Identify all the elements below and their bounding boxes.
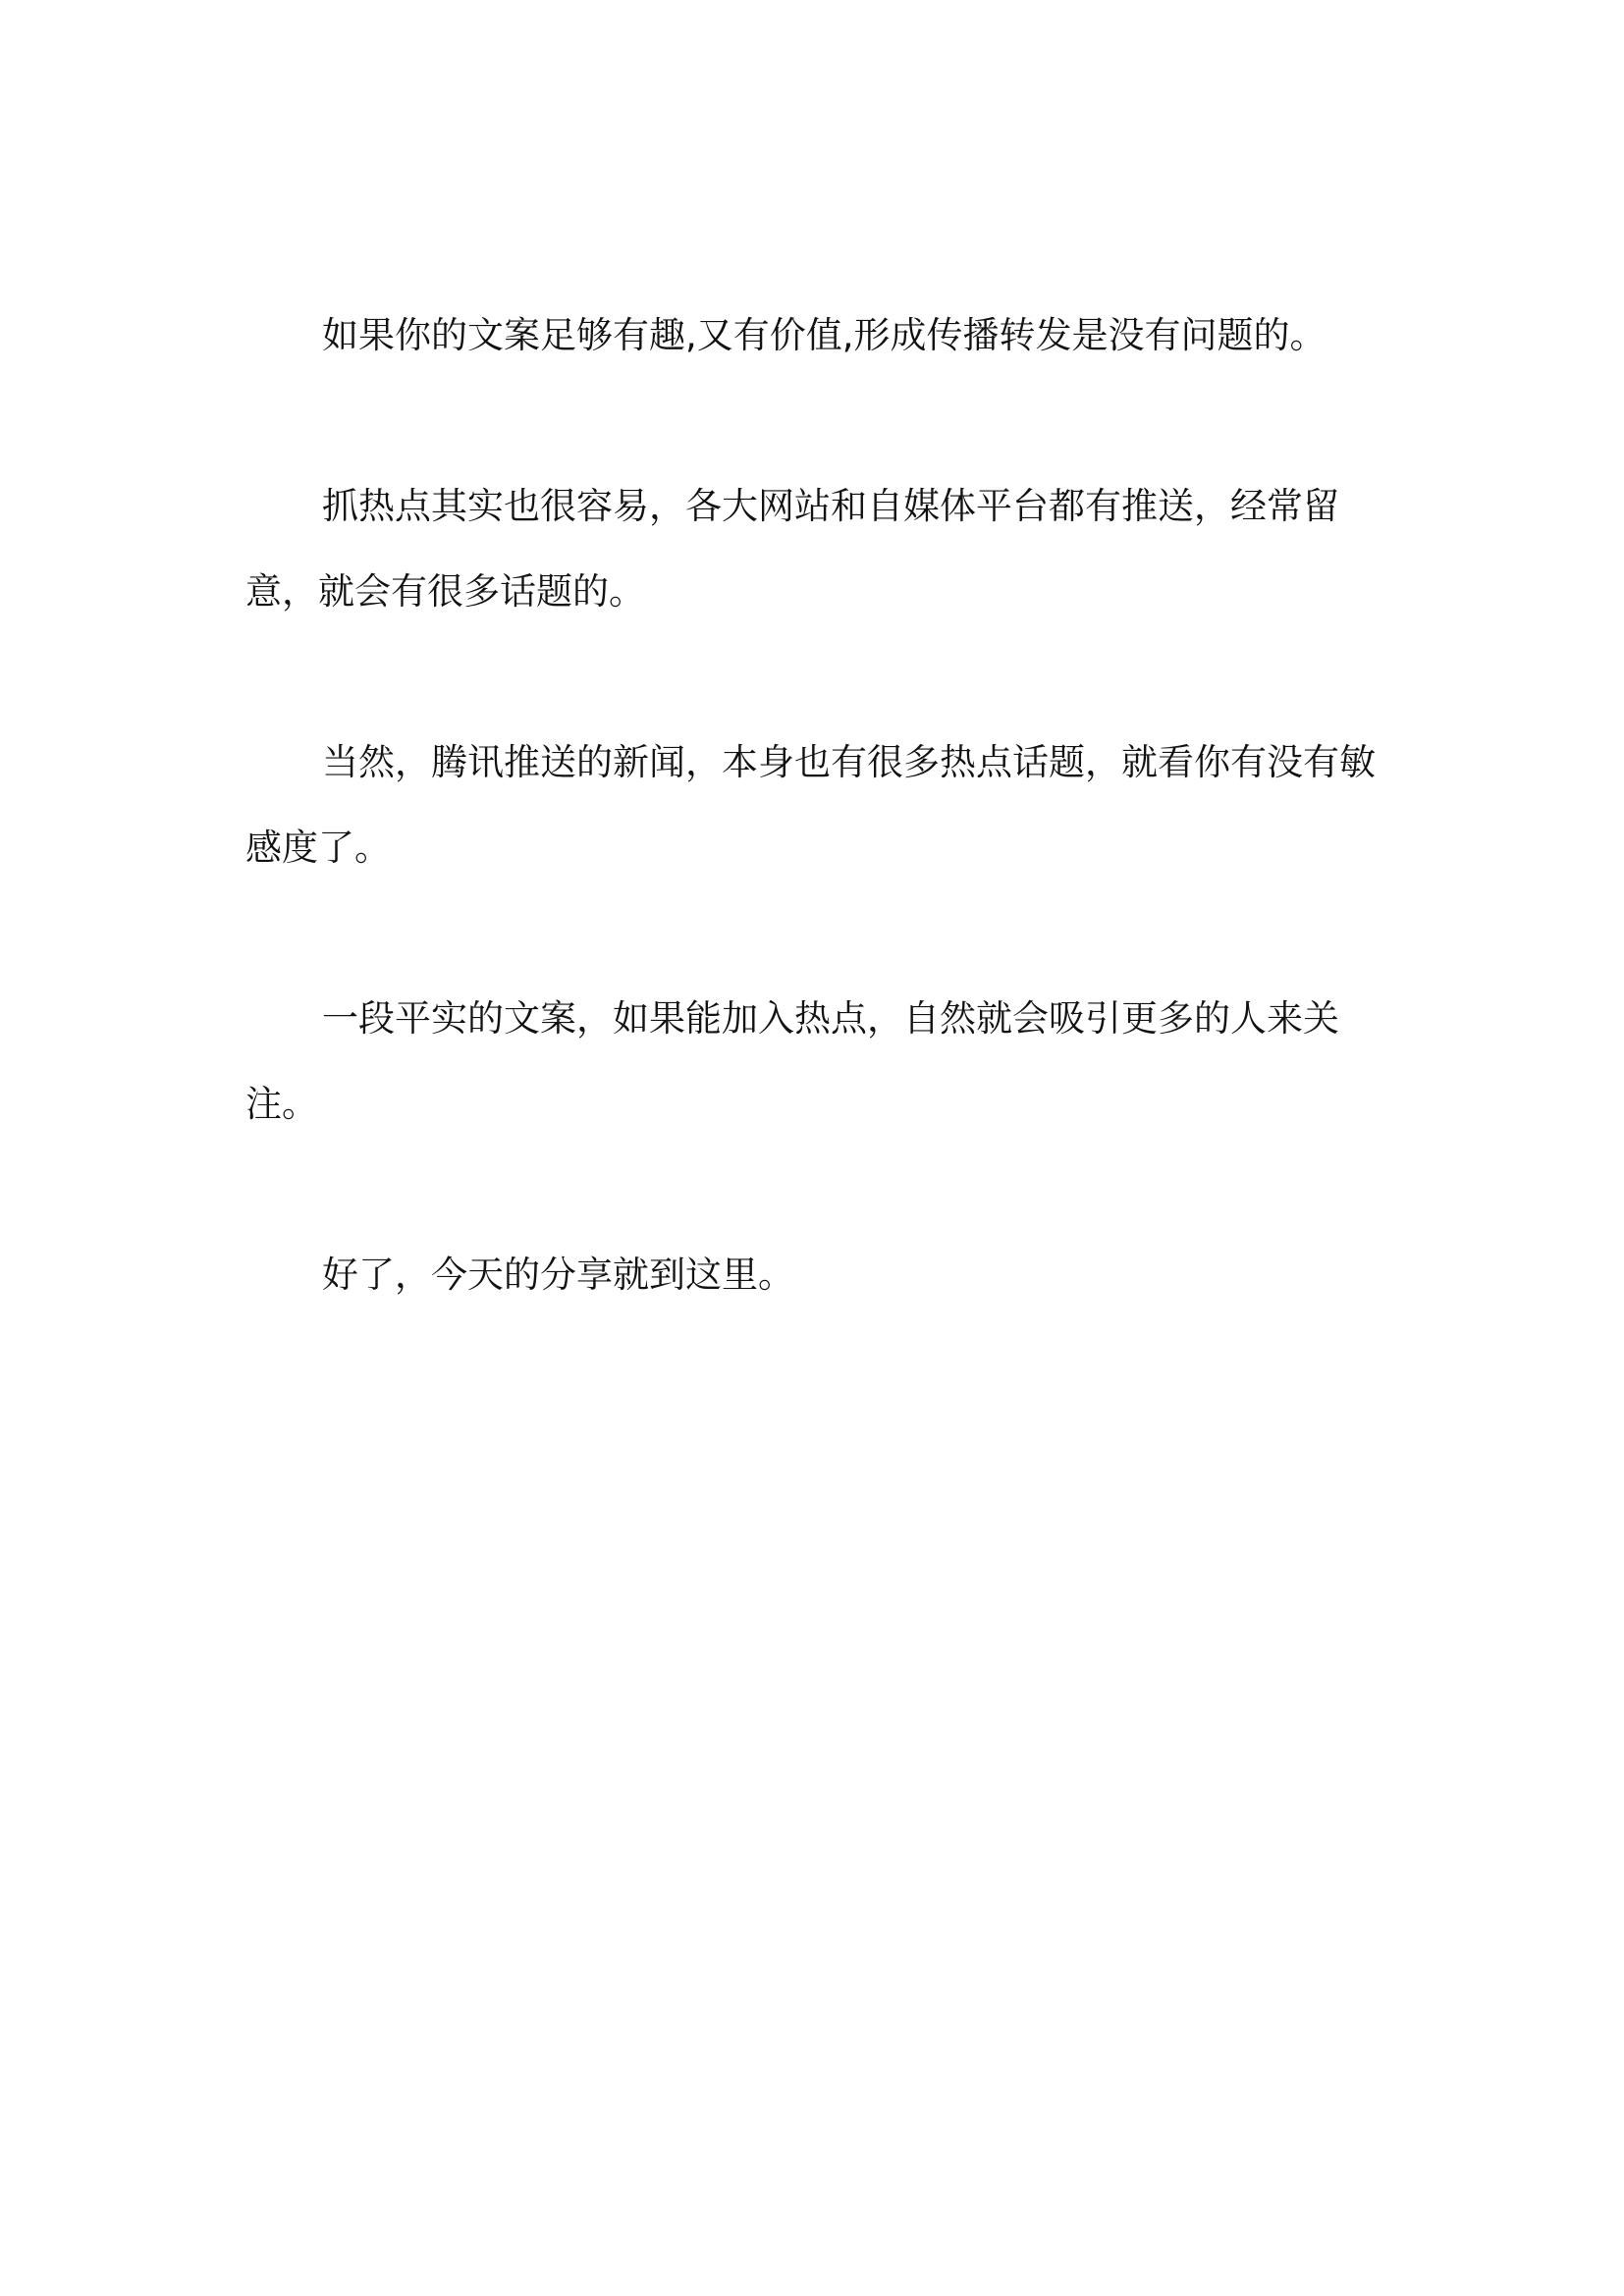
paragraph-2: 抓热点其实也很容易，各大网站和自媒体平台都有推送，经常留意，就会有很多话题的。 [245, 485, 1339, 613]
paragraph-1: 如果你的文案足够有趣,又有价值,形成传播转发是没有问题的。 [322, 314, 1326, 356]
paragraph-5: 好了，今天的分享就到这里。 [322, 1254, 794, 1296]
paragraph-4: 一段平实的文案，如果能加入热点，自然就会吸引更多的人来关注。 [245, 997, 1339, 1125]
document-body [245, 293, 1384, 1317]
paragraph-3: 当然，腾讯推送的新闻，本身也有很多热点话题，就看你有没有敏感度了。 [245, 741, 1376, 869]
